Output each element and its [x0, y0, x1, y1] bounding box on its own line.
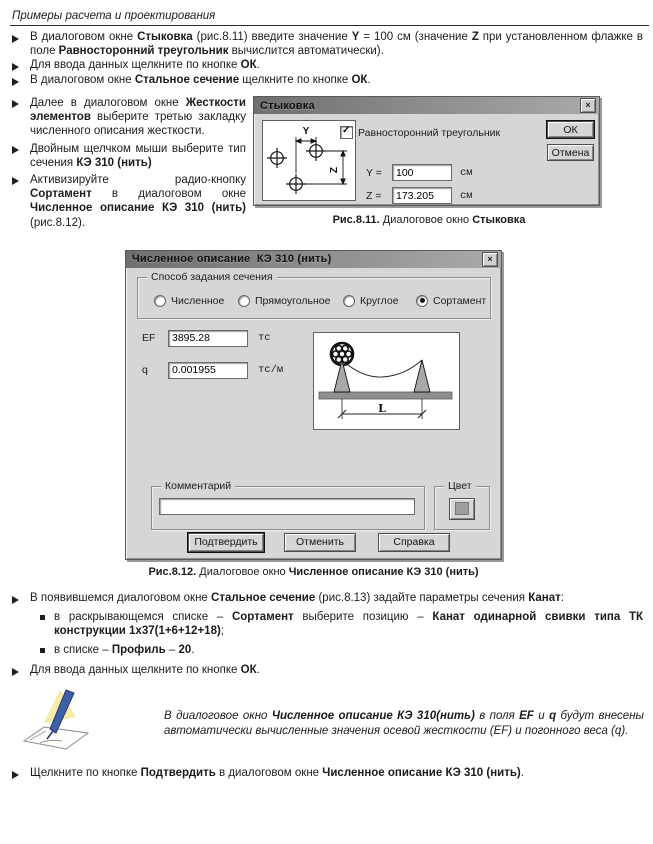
- text-segment: ОК: [240, 59, 257, 71]
- z-dim-label: Z: [329, 166, 340, 174]
- text-segment: Диалоговое окно: [379, 214, 473, 226]
- text-segment: ;: [220, 624, 224, 637]
- figure-caption: [125, 566, 502, 578]
- text-segment: при установленном флажке в поле: [30, 31, 643, 57]
- square-bullet-icon: [40, 648, 45, 653]
- text-segment: в списке –: [54, 644, 112, 657]
- q-unit: тс/м: [258, 364, 284, 377]
- text-segment: Канат одинарной свивки типа ТК конструкции 1х37(1+6+12+18): [54, 611, 644, 637]
- y-dim-label: Y: [302, 126, 310, 137]
- text-segment: Сортамент: [30, 188, 92, 201]
- radio-numeric[interactable]: [154, 295, 224, 307]
- color-group-label: Цвет: [444, 480, 476, 492]
- text-segment: будут внесены автоматически вычисленные значения осевой жесткости (EF) и погонного веса (q).: [164, 710, 644, 738]
- text-segment: в диалоговом окне: [91, 188, 246, 201]
- text-segment: Стыковка: [472, 214, 526, 226]
- note-text: [164, 709, 644, 753]
- bullet-arrow-icon: [12, 146, 19, 154]
- confirm-button[interactable]: Подтвердить: [188, 533, 264, 552]
- bullet-text: [30, 59, 645, 73]
- text-segment: Сортамент: [231, 611, 294, 624]
- radio-icon: [416, 295, 428, 307]
- text-segment: Численное описание КЭ 310 (нить): [288, 565, 479, 578]
- text-segment: .: [256, 663, 260, 676]
- l-dim-label: L: [378, 401, 386, 415]
- close-icon[interactable]: ×: [580, 98, 596, 113]
- bullet-item: [10, 173, 248, 230]
- text-segment: Рис.8.11.: [332, 214, 380, 226]
- y-field-label: Y =: [366, 166, 382, 179]
- text-segment: выберите третью закладку численного описания жесткости.: [30, 111, 246, 138]
- figure-8-12: [125, 250, 502, 578]
- y-input[interactable]: [392, 164, 452, 181]
- z-unit: см: [460, 189, 473, 202]
- ef-field-row: [142, 330, 271, 347]
- q-field-row: [142, 362, 283, 379]
- sub-bullet-item: [38, 644, 645, 658]
- radio-label: Прямоугольное: [255, 294, 331, 307]
- q-field-label: q: [142, 364, 148, 377]
- bullet-text: [30, 74, 645, 88]
- radio-sortament[interactable]: [416, 295, 486, 307]
- text-segment: Щелкните по кнопке: [30, 767, 141, 780]
- bullet-item: [10, 664, 645, 678]
- sub-bullet-text: [54, 644, 645, 658]
- text-segment: .: [367, 73, 371, 86]
- intro-bullets: [10, 31, 645, 87]
- text-segment: q: [549, 710, 557, 723]
- bullet-item: [10, 74, 645, 88]
- text-segment: В диалоговом окне: [30, 73, 135, 86]
- dialog-title: Численное описание КЭ 310 (нить): [132, 253, 332, 266]
- radio-label: Круглое: [360, 294, 399, 307]
- bullet-arrow-icon: [12, 35, 19, 43]
- radio-circular[interactable]: [343, 295, 399, 307]
- bullet-text: [30, 142, 248, 170]
- ef-unit: тс: [258, 332, 271, 345]
- text-segment: выберите позицию –: [293, 611, 433, 624]
- text-segment: Равносторонний треугольник: [58, 44, 229, 57]
- text-segment: в поля: [474, 710, 520, 723]
- text-segment: (рис.8.11) введите значение: [192, 31, 352, 43]
- checkbox-label: Равносторонний треугольник: [358, 126, 501, 139]
- radio-icon: [154, 295, 166, 307]
- cancel-button[interactable]: Отмена: [547, 144, 594, 161]
- text-segment: Активизируйте радио-кнопку: [30, 174, 246, 187]
- text-segment: ОК: [351, 73, 368, 86]
- text-segment: Далее в диалоговом окне: [30, 97, 186, 109]
- sub-bullet-text: [54, 611, 645, 638]
- text-segment: Стыковка: [137, 31, 193, 43]
- text-segment: 20: [178, 644, 192, 657]
- color-picker-button[interactable]: [449, 498, 475, 520]
- y-field-row: [366, 164, 473, 181]
- ef-field-label: EF: [142, 332, 156, 345]
- text-segment: Y: [351, 31, 360, 43]
- text-segment: :: [560, 591, 564, 604]
- text-segment: Профиль: [111, 644, 166, 657]
- close-icon[interactable]: ×: [482, 252, 498, 267]
- text-segment: Стальное сечение: [134, 73, 240, 86]
- color-swatch: [455, 502, 469, 515]
- q-input[interactable]: [168, 362, 248, 379]
- section-method-group-label: Способ задания сечения: [147, 271, 277, 283]
- text-segment: Для ввода данных щелкните по кнопке: [30, 59, 241, 71]
- bullet-item: [10, 96, 248, 139]
- note-pen-icon: [20, 687, 106, 753]
- text-segment: В диалоговом окне: [30, 31, 138, 43]
- bullet-text: [30, 664, 645, 678]
- y-unit: см: [460, 166, 473, 179]
- square-bullet-icon: [40, 615, 45, 620]
- side-bullets: [10, 96, 248, 233]
- bullet-arrow-icon: [12, 63, 19, 71]
- text-segment: Для ввода данных щелкните по кнопке: [30, 663, 241, 676]
- text-segment: Z: [471, 31, 479, 43]
- text-segment: .: [520, 767, 524, 780]
- text-segment: EF: [519, 710, 534, 723]
- text-segment: щелкните по кнопке: [239, 73, 352, 86]
- text-segment: В диалоговое окно: [164, 710, 272, 723]
- radio-icon: [238, 295, 250, 307]
- bullet-arrow-icon: [12, 668, 19, 676]
- bullet-item: [10, 142, 248, 170]
- bullet-arrow-icon: [12, 100, 19, 108]
- dialog-title-bar[interactable]: [254, 97, 599, 114]
- radio-rectangular[interactable]: [238, 295, 330, 307]
- bullet-arrow-icon: [12, 596, 19, 604]
- equilateral-triangle-checkbox[interactable]: [340, 126, 353, 139]
- text-segment: (рис.8.12).: [30, 216, 86, 229]
- dialog-title: Стыковка: [260, 99, 315, 112]
- text-segment: Двойным щелчком мыши выберите тип сечения: [30, 142, 246, 169]
- text-segment: вычислится автоматически).: [228, 44, 384, 57]
- radio-label: Сортамент: [433, 294, 487, 307]
- text-segment: (рис.8.13) задайте параметры сечения: [315, 591, 529, 604]
- note-block: [10, 687, 645, 753]
- z-field-row: [366, 187, 473, 204]
- bullet-item: [10, 59, 645, 73]
- text-segment: .: [256, 59, 260, 71]
- dialog-title-bar[interactable]: [126, 251, 501, 268]
- text-segment: и: [533, 710, 550, 723]
- bullet-text: [30, 31, 645, 58]
- cable-scheme: [314, 333, 457, 427]
- figure-8-11: [253, 96, 605, 233]
- two-column-section: [10, 96, 645, 233]
- bottom-section: [10, 592, 645, 678]
- text-segment: .: [191, 644, 195, 657]
- help-button[interactable]: Справка: [378, 533, 450, 552]
- text-segment: Диалоговое окно: [196, 565, 289, 578]
- color-group: [434, 479, 490, 530]
- bullet-text: [30, 592, 645, 606]
- bullet-item: [10, 31, 645, 58]
- z-input[interactable]: [392, 187, 452, 204]
- page-header: Примеры расчета и проектирования: [10, 8, 649, 26]
- dialog-numeric-description: [125, 250, 502, 560]
- dialog-body: [254, 114, 599, 205]
- comment-group: [151, 479, 425, 530]
- bullet-item: [10, 592, 645, 606]
- comment-input[interactable]: [159, 498, 415, 515]
- ok-button[interactable]: ОК: [547, 121, 594, 138]
- cable-scheme-panel: [313, 332, 460, 430]
- text-segment: В появившемся диалоговом окне: [30, 591, 212, 604]
- bullet-arrow-icon: [12, 78, 19, 86]
- comment-group-label: Комментарий: [161, 480, 235, 492]
- sub-bullet-item: [38, 611, 645, 638]
- dialog-stykovka: [253, 96, 600, 206]
- text-segment: в диалоговом окне: [215, 767, 323, 780]
- bullet-arrow-icon: [12, 771, 19, 779]
- text-segment: Рис.8.12.: [148, 565, 197, 578]
- figure-caption: [253, 214, 605, 226]
- text-segment: –: [165, 644, 179, 657]
- bullet-text: [30, 96, 248, 139]
- text-segment: Численное описание КЭ 310 (нить): [322, 767, 521, 780]
- text-segment: Численное описание КЭ 310(нить): [271, 710, 475, 723]
- final-bullet: [10, 767, 645, 781]
- ef-input[interactable]: [168, 330, 248, 347]
- text-segment: Численное описание КЭ 310 (нить): [30, 202, 246, 215]
- z-field-label: Z =: [366, 189, 382, 202]
- checkbox-row: [340, 126, 500, 139]
- bullet-item: [10, 767, 645, 781]
- text-segment: Стальное сечение: [211, 591, 316, 604]
- text-segment: = 100 см (значение: [359, 31, 472, 43]
- bullet-text: [30, 767, 645, 781]
- text-segment: ОК: [240, 663, 257, 676]
- text-segment: КЭ 310 (нить): [76, 156, 152, 169]
- section-method-group: [137, 270, 491, 319]
- text-segment: в раскрывающемся списке –: [54, 611, 232, 624]
- text-segment: Подтвердить: [140, 767, 216, 780]
- dialog-body: [126, 268, 501, 558]
- radio-label: Численное: [171, 294, 225, 307]
- cancel-button[interactable]: Отменить: [284, 533, 356, 552]
- bullet-text: [30, 173, 248, 230]
- text-segment: Жесткости элементов: [30, 97, 246, 124]
- text-segment: Канат: [528, 591, 561, 604]
- bullet-arrow-icon: [12, 177, 19, 185]
- radio-icon: [343, 295, 355, 307]
